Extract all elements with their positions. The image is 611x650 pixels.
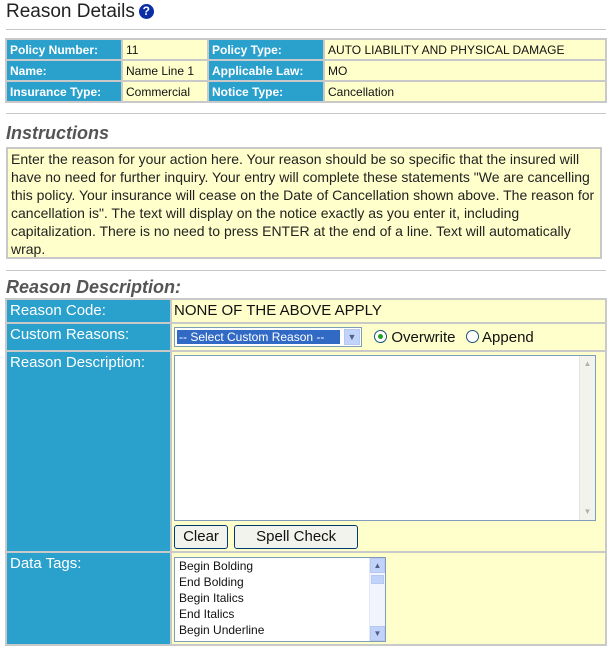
reason-description-title: Reason Description: [6,277,182,297]
help-question-icon[interactable]: ? [139,4,154,19]
reason-table [5,298,607,646]
page-title-text: Reason Details [6,1,135,22]
policy-number-value: 11 [123,40,207,59]
instructions-title: Instructions [6,123,110,143]
custom-reasons-label: Custom Reasons: [7,324,170,350]
data-tag-option[interactable]: Begin Bolding [179,559,254,573]
insurance-type-label: Insurance Type: [7,82,121,101]
data-tag-option[interactable]: End Italics [179,607,235,621]
custom-reason-select[interactable] [174,327,362,347]
append-option[interactable] [466,329,534,346]
data-tag-option[interactable]: Begin Italics [179,591,244,605]
data-tags-row [7,553,605,644]
append-radio[interactable] [466,330,479,343]
policy-number-label: Policy Number: [7,40,121,59]
page-title [6,0,154,24]
custom-reason-select-value: -- Select Custom Reason -- [177,330,340,344]
custom-reasons-cell [172,324,605,350]
instructions-text: Enter the reason for your action here. Your reason should be so specific that the insured will have no need for further inquiry. Your entry will complete these statements "We are cancelling this policy. Your insurance will cease on the Date of Cancellation shown above. The reason for cancellation is". The text will display on the notice exactly as you enter it, including capitalization. There is no need to press ENTER at the end of a line. Text will automatically wrap. [6,147,602,259]
reason-description-row [7,352,605,551]
reason-code-label: Reason Code: [7,300,170,322]
overwrite-option[interactable] [374,329,455,346]
reason-description-label: Reason Description: [7,352,170,551]
data-tags-label: Data Tags: [7,553,170,644]
name-label: Name: [7,61,121,80]
data-tags-listbox[interactable] [174,557,386,642]
scroll-up-icon[interactable]: ▲ [583,359,592,368]
applicable-law-label: Applicable Law: [209,61,323,80]
section-divider [6,270,606,271]
policy-info-row [7,82,605,101]
policy-info-row [7,61,605,80]
clear-button[interactable]: Clear [174,525,228,549]
notice-type-value: Cancellation [325,82,605,101]
insurance-type-value: Commercial [123,82,207,101]
reason-description-cell [172,352,605,551]
scroll-down-icon[interactable]: ▼ [583,507,592,516]
policy-type-label: Policy Type: [209,40,323,59]
scroll-thumb[interactable] [371,575,384,584]
header-divider [6,29,606,30]
listbox-scrollbar[interactable] [369,558,385,641]
data-tag-option[interactable]: Begin Underline [179,623,265,637]
section-divider [6,113,606,114]
policy-info-table [5,38,607,103]
reason-description-textarea[interactable] [174,355,596,521]
reason-code-value: NONE OF THE ABOVE APPLY [172,300,605,322]
chevron-down-icon[interactable]: ▼ [344,329,360,345]
reason-code-row [7,300,605,322]
notice-type-label: Notice Type: [209,82,323,101]
name-value: Name Line 1 [123,61,207,80]
custom-reasons-row [7,324,605,350]
policy-info-row [7,40,605,59]
scroll-up-icon[interactable]: ▲ [370,558,385,573]
applicable-law-value: MO [325,61,605,80]
policy-type-value: AUTO LIABILITY AND PHYSICAL DAMAGE [325,40,605,59]
spell-check-button[interactable]: Spell Check [234,525,358,549]
data-tags-cell [172,553,605,644]
append-radio-label: Append [482,328,534,346]
scroll-down-icon[interactable]: ▼ [370,626,385,641]
textarea-scrollbar[interactable] [579,356,595,520]
overwrite-radio-label: Overwrite [391,328,456,346]
data-tag-option[interactable]: End Bolding [179,575,244,589]
overwrite-radio[interactable] [374,330,387,343]
